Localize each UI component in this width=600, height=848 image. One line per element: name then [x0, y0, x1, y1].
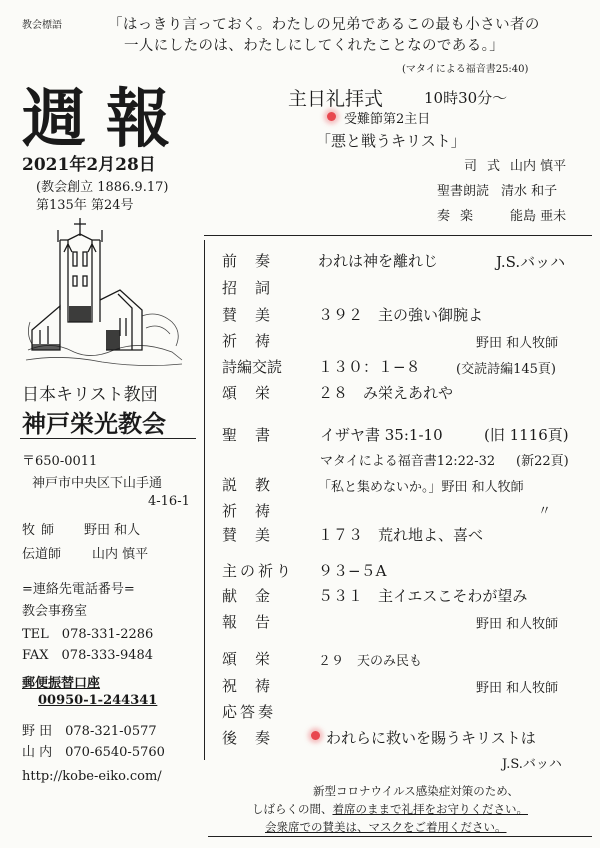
service-title: 主日礼拝式	[288, 88, 384, 110]
order-label-doxology-2: 頌栄	[222, 650, 289, 668]
evangelist-role: 伝道師	[22, 547, 62, 562]
announcements-person: 野田 和人牧師	[476, 617, 559, 632]
order-label-hymn-2: 賛美	[222, 526, 289, 544]
address-line-2: 4-16-1	[148, 494, 190, 509]
offering-hymn: ５３１ 主イエスこそわが望み	[318, 587, 528, 605]
hymn-1: ３９２ 主の強い御腕よ	[318, 306, 484, 324]
notice-line-3: 会衆席での賛美は、マスクをご着用ください。	[265, 820, 507, 834]
sermon-title: 「悪と戦うキリスト」	[316, 132, 466, 150]
bulletin-title: 週報	[22, 83, 190, 157]
ditto-mark: 〃	[538, 504, 552, 519]
psalm-page: (交読詩編145頁)	[456, 362, 556, 377]
postal-transfer-number: 00950-1-244341	[38, 693, 158, 708]
service-time: 10時30分～	[424, 89, 508, 107]
prelude-composer: J.S.バッハ	[496, 253, 566, 271]
lords-prayer: ９３−５A	[318, 562, 387, 580]
issue-number: 第135年 第24号	[36, 198, 134, 213]
church-name: 神戸栄光教会	[22, 410, 166, 438]
scripture-reading-1: イザヤ書 35:1-10	[320, 426, 443, 444]
church-illustration	[22, 210, 187, 370]
right-divider	[204, 235, 592, 236]
order-label-blessing: 祝祷	[222, 677, 289, 695]
liturgist-name: 山内 慎平	[510, 159, 567, 174]
postal-code: 〒650-0011	[22, 454, 98, 469]
order-label-announcements: 報告	[222, 613, 289, 631]
notice-line-2-emphasis: 着席のままで礼拝をお守りください。	[332, 802, 528, 816]
order-label-doxology-1: 頌栄	[222, 384, 289, 402]
contact-header: =連絡先電話番号=	[22, 582, 135, 597]
organist-name: 能島 亜未	[510, 209, 567, 224]
order-label-hymn-1: 賛美	[222, 306, 289, 324]
postlude-composer: J.S.バッハ	[502, 757, 562, 772]
organist-role: 奏楽	[437, 209, 484, 224]
sermon-line: 「私と集めないか。」野田 和人牧師	[318, 480, 524, 495]
office-tel: TEL 078-331-2286	[22, 627, 154, 642]
pastor-role: 牧師	[22, 523, 61, 538]
hymn-2: １７３ 荒れ地よ、喜べ	[318, 526, 484, 544]
scripture-page-1: (旧 1116頁)	[484, 426, 569, 444]
denomination: 日本キリスト教団	[22, 385, 158, 405]
office-label: 教会事務室	[22, 604, 88, 619]
founded-date: (教会創立 1886.9.17)	[36, 180, 169, 195]
office-fax: FAX 078-333-9484	[22, 648, 154, 663]
notice-line-2	[252, 801, 528, 817]
reader-name: 清水 和子	[501, 184, 558, 199]
motto-source: (マタイによる福音書25:40)	[402, 64, 529, 75]
order-label-lords-prayer: 主の祈り	[222, 562, 295, 580]
scripture-reading-2: マタイによる福音書12:22-32	[320, 454, 496, 469]
blessing-person: 野田 和人牧師	[476, 681, 559, 696]
red-dot-marker-2	[311, 731, 320, 740]
order-label-psalm: 詩編交読	[222, 358, 283, 376]
notice-line-1: 新型コロナウイルス感染症対策のため、	[313, 784, 519, 798]
left-divider	[20, 438, 196, 439]
pastor-name: 野田 和人	[84, 523, 141, 538]
motto-line-1: 「はっきり言っておく。わたしの兄弟であるこの最も小さい者の	[108, 17, 540, 33]
order-label-prelude: 前奏	[222, 252, 289, 270]
postal-transfer-header: 郵便振替口座	[22, 676, 101, 691]
phone-yamauchi: 山 内 070-6540-5760	[22, 745, 165, 760]
phone-noda: 野 田 078-321-0577	[22, 724, 157, 739]
reader-role: 聖書朗読	[437, 184, 490, 199]
psalm-reading: １３０：１−８	[318, 358, 421, 376]
order-label-prayer-2: 祈祷	[222, 502, 289, 520]
website-url[interactable]: http://kobe-eiko.com/	[22, 769, 162, 784]
doxology-1: ２８ み栄えあれや	[318, 384, 454, 402]
postlude-title: われらに救いを賜うキリストは	[326, 729, 536, 747]
address-line-1: 神戸市中央区下山手通	[32, 476, 163, 491]
order-label-postlude: 後奏	[222, 729, 289, 747]
prelude-title: われは神を離れじ	[318, 252, 439, 270]
liturgical-season: 受難節第2主日	[344, 112, 431, 127]
order-label-offering: 献金	[222, 587, 289, 605]
order-label-prayer-1: 祈祷	[222, 332, 289, 350]
liturgist-role: 司式	[464, 159, 511, 174]
order-label-sermon: 説教	[222, 476, 289, 494]
doxology-2: ２９ 天のみ民も	[318, 654, 423, 669]
motto-label: 教会標語	[22, 20, 62, 31]
order-label-call: 招詞	[222, 279, 289, 297]
motto-line-2: 一人にしたのは、わたしにしてくれたことなのである。」	[124, 38, 505, 54]
order-label-amen: 応答奏	[222, 703, 277, 721]
red-dot-marker	[327, 112, 336, 121]
order-label-scripture: 聖書	[222, 426, 289, 444]
scripture-page-2: (新22頁)	[516, 454, 569, 469]
prayer-1-person: 野田 和人牧師	[476, 336, 559, 351]
column-divider	[204, 240, 205, 760]
notice-line-2-prefix: しばらくの間、	[252, 802, 333, 816]
footer-divider	[208, 836, 592, 837]
evangelist-name: 山内 慎平	[92, 547, 149, 562]
bulletin-date: 2021年2月28日	[22, 155, 156, 175]
